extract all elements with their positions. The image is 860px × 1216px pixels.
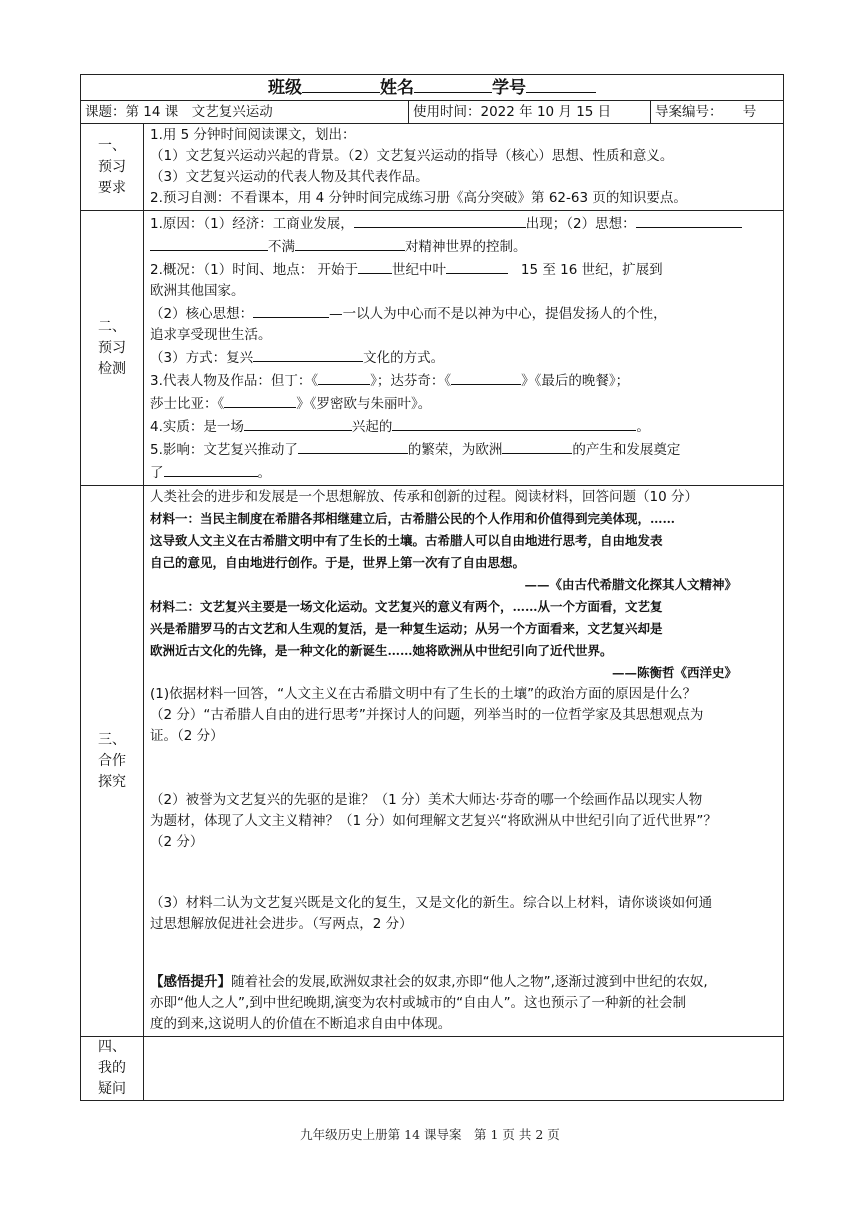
label-line: 我的 — [98, 1060, 126, 1076]
preview-requirements — [144, 124, 784, 211]
name-blank[interactable] — [414, 75, 492, 93]
fill-blank[interactable] — [150, 235, 268, 251]
intro-text: 人类社会的进步和发展是一个思想解放、传承和创新的过程。阅读材料，回答问题（10 分） — [150, 489, 698, 505]
text: 。 — [636, 419, 650, 435]
text: 》《最后的晚餐》； — [521, 373, 630, 389]
label-line: 二、 — [98, 318, 126, 335]
worksheet — [80, 74, 783, 1101]
text-line: 兴是希腊罗马的古文艺和人生观的复活，是一种复生运动；从另一个方面看来，文艺复兴却是 — [150, 621, 663, 636]
section-label-my-questions — [81, 1037, 144, 1101]
insight-line — [150, 972, 777, 993]
text: 了 — [150, 465, 164, 481]
fill-blank[interactable] — [392, 415, 636, 431]
text-line — [150, 235, 777, 258]
fill-blank[interactable] — [636, 212, 742, 228]
text: 对精神世界的控制。 — [405, 239, 527, 255]
question-line: （2 分）“古希腊人自由的进行思考”并探讨人的问题，列举当时的一位哲学家及其思想观点为 — [150, 707, 704, 723]
text: （3）方式：复兴 — [150, 350, 254, 366]
text-line — [150, 369, 777, 392]
fill-blank[interactable] — [244, 415, 352, 431]
text: 的产生和发展奠定 — [572, 442, 681, 458]
text-line: 材料二：文艺复兴主要是一场文化运动。文艺复兴的意义有两个，……从一个方面看，文艺复 — [150, 599, 663, 614]
usage-date: 使用时间：2022 年 10 月 15 日 — [409, 101, 651, 124]
text: （2）核心思想： — [150, 306, 254, 322]
text-line — [150, 302, 777, 325]
text-line: 这导致人文主义在古希腊文明中有了生长的土壤。古希腊人可以自由地进行思考，自由地发表 — [150, 533, 663, 548]
name-label: 姓名 — [380, 78, 414, 98]
question-line: (1)依据材料一回答，“人文主义在古希腊文明中有了生长的土壤”的政治方面的原因是什么？ — [150, 686, 697, 702]
class-label: 班级 — [268, 78, 302, 98]
text-line: 材料一：当民主制度在希腊各邦相继建立后，古希腊公民的个人作用和价值得到完美体现，…… — [150, 511, 676, 526]
fill-blank[interactable] — [164, 461, 258, 477]
my-questions-area[interactable] — [144, 1037, 784, 1101]
material-source: ——陈衡哲《西洋史》 — [611, 665, 737, 680]
question-line: 为题材，体现了人文主义精神？（1 分）如何理解文艺复兴“将欧洲从中世纪引向了近代世界”？ — [150, 813, 717, 829]
question-line: （2）被誉为文艺复兴的先驱的是谁？（1 分）美术大师达·芬奇的哪一个绘画作品以现实人物 — [150, 792, 703, 808]
label-line: 一、 — [98, 137, 126, 154]
fill-blank[interactable] — [295, 235, 405, 251]
text: 1.原因：（1）经济：工商业发展， — [150, 216, 354, 232]
text-line — [150, 392, 777, 415]
fill-blank[interactable] — [224, 392, 296, 408]
label-line: 探究 — [98, 773, 126, 790]
text-line — [150, 438, 777, 461]
label-line: 四、 — [98, 1039, 126, 1055]
question-line: 过思想解放促进社会进步。（写两点，2 分） — [150, 916, 413, 932]
fill-blank[interactable] — [298, 438, 408, 454]
text: 随着社会的发展,欧洲奴隶社会的奴隶,亦即“他人之物”,逐渐过渡到中世纪的农奴, — [231, 974, 708, 990]
text-line — [150, 212, 777, 235]
text: 出现；（2）思想： — [525, 216, 636, 232]
fill-blank[interactable] — [358, 258, 392, 274]
text: 4.实质：是一场 — [150, 419, 244, 435]
material-two — [150, 596, 777, 684]
text: 》；达芬奇：《 — [370, 373, 452, 389]
text: 文化的方式。 — [363, 350, 445, 366]
text-line: 欧洲近古文化的先锋，是一种文化的新诞生……她将欧洲从中世纪引向了近代世界。 — [150, 643, 613, 658]
text-line — [150, 258, 777, 281]
text: 》《罗密欧与朱丽叶》。 — [296, 396, 432, 412]
section-label-preview-requirements — [81, 124, 144, 211]
worksheet-table — [80, 74, 784, 1101]
answer-space[interactable] — [150, 935, 777, 972]
text-line: 了 。 — [150, 461, 777, 484]
insight-tag: 【感悟提升】 — [150, 974, 231, 990]
section-label-preview-check — [81, 211, 144, 486]
text: 15 至 16 世纪，扩展到 — [520, 262, 663, 278]
insight-line: 亦即“他人之人”,到中世纪晚期,演变为农村或城市的“自由人”。这也预示了一种新的社会制 — [150, 995, 687, 1011]
material-source: ——《由古代希腊文化探其人文精神》 — [524, 577, 737, 592]
text: 3.代表人物及作品：但丁：《 — [150, 373, 319, 389]
section-label-cooperative-inquiry — [81, 486, 144, 1037]
question-line: 证。（2 分） — [150, 728, 224, 744]
text: 2.概况：（1）时间、地点： 开始于 — [150, 262, 359, 278]
text: 世纪中叶 — [392, 262, 447, 278]
text: 不满 — [268, 239, 295, 255]
fill-blank[interactable] — [354, 212, 526, 228]
text-line — [150, 415, 777, 438]
answer-space[interactable] — [150, 853, 777, 893]
text: 莎士比亚：《 — [150, 396, 225, 412]
fill-blank[interactable] — [318, 369, 370, 385]
fill-blank[interactable] — [446, 258, 508, 274]
fill-blank[interactable] — [502, 438, 572, 454]
label-line: 预习 — [98, 158, 126, 175]
label-line: 要求 — [98, 179, 126, 196]
text-line: 1.用 5 分钟时间阅读课文，划出： — [150, 127, 356, 143]
lesson-topic: 课题：第 14 课 文艺复兴运动 — [81, 101, 409, 124]
fill-blank[interactable] — [253, 346, 363, 362]
text-line: 欧洲其他国家。 — [150, 283, 245, 299]
fill-blank[interactable] — [451, 369, 521, 385]
class-blank[interactable] — [302, 75, 380, 93]
label-line: 三、 — [98, 731, 126, 748]
guide-number: 导案编号： 号 — [651, 101, 784, 124]
page-footer: 九年级历史上册第 14 课导案 第 1 页 共 2 页 — [300, 1127, 560, 1142]
insight-line: 度的到来,这说明人的价值在不断追求自由中体现。 — [150, 1016, 452, 1032]
preview-check — [144, 211, 784, 486]
text-line — [150, 346, 777, 369]
text: —一以人为中心而不是以神为中心，提倡发扬人的个性， — [329, 306, 667, 322]
label-line: 合作 — [98, 752, 126, 769]
label-line: 疑问 — [98, 1081, 126, 1097]
label-line: 检测 — [98, 360, 126, 377]
cooperative-inquiry — [144, 486, 784, 1037]
student-info-header — [81, 75, 784, 101]
text: 兴起的 — [351, 419, 393, 435]
label-line: 预习 — [98, 339, 126, 356]
text-line: （3）文艺复兴运动的代表人物及其代表作品。 — [150, 169, 429, 185]
id-label: 学号 — [492, 78, 526, 98]
id-blank[interactable] — [526, 75, 596, 93]
text-line: 追求享受现世生活。 — [150, 327, 272, 343]
answer-space[interactable] — [150, 747, 777, 790]
text: 的繁荣，为欧洲 — [407, 442, 503, 458]
question-line: （2 分） — [150, 834, 204, 850]
question-line: （3）材料二认为文艺复兴既是文化的复生，又是文化的新生。综合以上材料，请你谈谈如何通 — [150, 895, 713, 911]
text-line: 自己的意见，自由地进行创作。于是，世界上第一次有了自由思想。 — [150, 555, 526, 570]
text-line: 2.预习自测：不看课本，用 4 分钟时间完成练习册《高分突破》第 62-63 页的知识要点。 — [150, 190, 687, 206]
fill-blank[interactable] — [253, 302, 329, 318]
text: 5.影响：文艺复兴推动了 — [150, 442, 298, 458]
text-line: （1）文艺复兴运动兴起的背景。（2）文艺复兴运动的指导（核心）思想、性质和意义。 — [150, 148, 674, 164]
material-one — [150, 508, 777, 596]
